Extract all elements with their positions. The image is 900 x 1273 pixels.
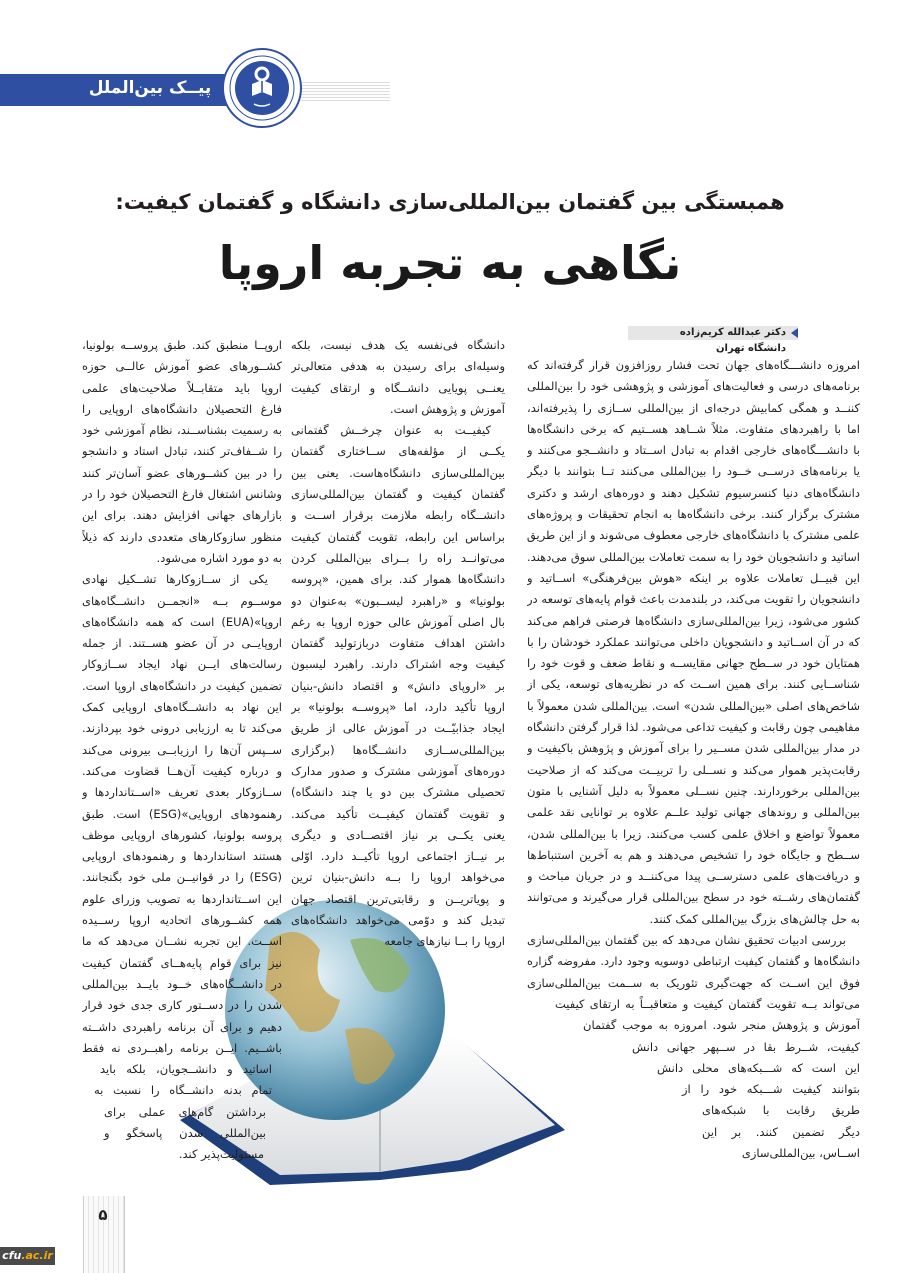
text-line: علمی مشترک با دانشگاه‌های خارجی معطوف می‌شوند و از این طریق (527, 528, 860, 543)
text-line: مفاهیمی چون رقابت و کیفیت تداعی می‌شود. لذا قرار گرفتن دانشگاه (527, 720, 860, 735)
text-line: دانشــگاه رابطه ملازمت برقرار اســت و (291, 508, 505, 523)
text-line: مشترک برگزار کنند. برخی دانشگاه‌ها به انجام تحقیقات و پروژه‌های (527, 507, 860, 522)
text-line: فارغ التحصیلان دانشگاه‌های اروپایی را (82, 401, 282, 416)
text-line: شناســایی کنند. برای همین اســت که در نظریه‌های توسعه، یکی از (527, 677, 860, 692)
text-line: معمولاً تواضع و اخلاق علمی کسب می‌کنند. زیرا با بین‌المللی شدن، (527, 826, 860, 841)
text-line: یکی از ســازوکارها تشــکیل نهادی (82, 572, 268, 587)
text-line: می‌توانــد راه را بــرای بین‌المللی کردن (291, 550, 505, 565)
text-line: اساتید و دانشــجویان، بلکه باید (100, 1062, 272, 1077)
text-line: دانشگاه فی‌نفسه یک هدف نیست، بلکه (291, 338, 505, 352)
text-line: و دریافت‌های علمی دسترســی پیدا می‌کننــد و در جریان مباحث و (527, 869, 860, 884)
text-line: وسیله‌ای برای رسیدن به هدفی متعالی‌تر (291, 359, 505, 374)
text-line: به دو مورد اشاره می‌شود. (156, 550, 282, 565)
text-line: را در بین کشــورهای عضو آسان‌تر کنند (82, 465, 282, 480)
site-badge-accent: .ac.ir (21, 1249, 53, 1262)
text-line: همتایان خود در ســطح جهانی مقایســه و نقاط ضعف و قوت خود را (527, 656, 860, 671)
text-line: اســت. این تجربه نشــان می‌دهد که ما (82, 934, 282, 949)
text-line: که در آن اســاتید و دانشجویان داخلی می‌توانند عملکرد خودشان را با (527, 634, 860, 649)
text-line: کیفیــت به عنوان چرخــش گفتمانی (291, 423, 491, 438)
text-line: یا برنامه‌های درســی خــود را بین‌المللی می‌کنند تــا بتوانند با دیگر (527, 464, 860, 479)
text-line: بولونیا» و «راهبرد لیســبون» به‌عنوان دو (291, 593, 505, 608)
text-line: اروپا تأکید دارد، اما «پروســه بولونیا» بر (291, 700, 505, 715)
text-line: بررسی ادبیات تحقیق نشان می‌دهد که بین گفتمان بین‌المللی‌سازی (527, 933, 846, 948)
text-line: براساس این رابطه، تقویت گفتمان کیفیت (291, 529, 505, 544)
triangle-marker-icon (791, 328, 798, 338)
text-line: گفتمان کیفیت و گفتمان بین‌المللی‌سازی (291, 487, 505, 502)
text-line: طریق رقابت با شبکه‌های (702, 1103, 860, 1118)
text-line: می‌خواهد اروپا را بــه دانش-بنیان ترین (291, 870, 505, 885)
text-line: بتوانند کیفیت شـــبکه خود را از (682, 1082, 860, 1097)
text-line: در دانشــگاه‌های خــود بایــد بین‌المللی (82, 976, 282, 991)
text-line: منظور سازوکارهای متعددی دارند که ذیلاً (82, 529, 282, 544)
text-line: کننــد و همگی کمابیش درجه‌ای از بین‌المللی ســازی را پذیرفته‌اند، (527, 400, 860, 415)
text-line: بین‌المللی‌ســازی دانشــگاه‌ها (برگزاری (291, 742, 505, 757)
text-line: اروپا باید متقابــلاً صلاحیت‌های علمی (82, 380, 282, 395)
text-line: این قبیــل تعاملات علاوه بر اینکه «هوش بین‌فرهنگی» اســاتید و (527, 570, 860, 585)
author-affiliation: دانشگاه تهران (716, 343, 786, 354)
text-line: را شــفاف‌تر کنند، تبادل استاد و دانشجو (82, 444, 282, 459)
text-line: در مدار بین‌المللی شدن مســیر را برای آموزش و پژوهش باکیفیت و (527, 741, 860, 756)
text-line: دانشجویان را تقویت می‌کند، در بلندمدت باعث قوام پایه‌های توسعه در (527, 592, 860, 607)
text-line: این نهاد به دانشــگاه‌های اروپایی کمک (82, 700, 282, 715)
text-line: تضمین کیفیت در دانشگاه‌های اروپا است. (82, 678, 282, 693)
text-line: آموزش و پژوهش منجر شود. امروزه به موجب گفتمان (583, 1018, 860, 1033)
text-line: دوره‌های آموزشی مشترک و صدور مدارک (291, 763, 505, 778)
article-column-left (82, 335, 282, 1166)
text-line: تبدیل کند و دوّمی می‌خواهد دانشگاه‌های (291, 913, 505, 928)
text-line: امروزه دانشـــگاه‌های جهان تحت فشار روزافزون قرار گرفته‌اند که (527, 358, 860, 372)
text-line: یعنــی پویایی دانشــگاه و ارتقای کیفیت (291, 380, 505, 395)
site-badge (0, 1247, 55, 1265)
page-number: ۵ (98, 1206, 108, 1224)
byline (628, 326, 798, 340)
text-line: ســازوکار بعدی تعریف «اســتانداردها و (82, 785, 282, 800)
text-line: این است که شـــبکه‌های محلی دانش (657, 1060, 860, 1075)
text-line: اروپــا منطبق کند. طبق پروســه بولونیا، (82, 338, 282, 352)
text-line: این اســتانداردها به تصویب وزرای علوم (82, 891, 282, 906)
text-line: اروپا را بــا نیازهای جامعه (384, 934, 505, 949)
text-line: دانشگاه‌ها هموار کند. برای همین، «پروسه (291, 572, 505, 587)
text-line: شدن را در دســتور کاری جدی خود قرار (82, 998, 282, 1013)
text-line: اساتید و دانشجویان خود را به سمت تعاملات بین‌المللی سوق می‌دهند. (527, 549, 860, 564)
text-line: رهنمودهای اروپایی»(ESG) است. طبق (82, 806, 282, 821)
text-line: تحصیلی مشترک بین دو یا چند دانشگاه) (291, 785, 505, 800)
site-badge-main: cfu (2, 1249, 22, 1262)
text-line: دیگر تضمین کنند. بر این (702, 1124, 860, 1139)
text-line: می‌تواند بــه تقویت گفتمان کیفیت و متعاقبــاً به ارتقای کیفیت (555, 996, 860, 1011)
text-line: بین‌المللی شدن پاسخگو و (104, 1125, 266, 1140)
text-line: دانشگاه‌ها و گفتمان کیفیت ارتباطی دوسویه وجود دارد. مفروضه گزاره (527, 955, 860, 969)
text-line: بال اصلی آموزش عالی حوزه اروپا به رغم (291, 614, 505, 629)
text-line: دهیم و برای آن برنامه راهبردی داشــته (82, 1019, 282, 1034)
text-line: باشــیم. ایــن برنامه راهبــردی نه فقط (82, 1040, 282, 1055)
text-line: بازارهای جهانی افزایش دهند. برای این (82, 508, 282, 523)
text-line: اســاس، بین‌المللی‌سازی (741, 1145, 860, 1160)
university-logo (222, 48, 302, 128)
text-line: نیز برای قوام پایه‌هــای گفتمان کیفیت (82, 955, 282, 970)
text-line: کشــورهای عضو آموزش عالــی حوزه (82, 359, 282, 374)
text-line: بر «اروپای دانش» و اقتصاد دانش-بنیان (291, 678, 505, 693)
text-line: اما با راهبردهای متفاوت. مثلاً شــاهد هســتیم که برخی دانشگاه‌ها (527, 421, 860, 436)
text-line: یعنی یکــی بر نیاز اقتصــادی و دیگری (291, 827, 505, 842)
text-line: برداشتن گام‌های عملی برای (104, 1104, 266, 1119)
text-line: بر نیــاز اجتماعی اروپا تأکیــد دارد. اوّلی (291, 849, 505, 864)
text-line: اروپا»(EUA) است که همه دانشگاه‌های (82, 614, 282, 629)
text-line: تمام بدنه دانشــگاه را نسبت به (94, 1083, 272, 1098)
text-line: با دانشـــگاه‌های خارجی اقدام به تبادل اســتاد و دانشــجو می‌کنند و (527, 443, 860, 458)
article-title: نگاهی به تجربه اروپا (218, 236, 682, 290)
text-line: رسالت‌های ایــن نهاد ایجاد ســازوکار (82, 657, 282, 672)
text-line: همه کشــورهای اتحادیه اروپا رســیده (82, 913, 282, 928)
text-line: (ESG) را در قوانیــن ملی خود بگنجانند. (82, 870, 282, 885)
text-line: و تقویت گفتمان کیفیــت تأکید می‌کند. (291, 806, 505, 821)
text-line: هستند استانداردها و رهنمودهای اروپایی (82, 849, 282, 864)
text-line: کشور می‌شود، زیرا بین‌المللی‌سازی دانشگاه‌ها فرصتی فراهم می‌کند (527, 613, 860, 628)
text-line: بین‌المللی و روندهای جهانی تولید علــم علاوه بر توانایی نقد علمی (527, 805, 860, 820)
text-line: اروپایــی در آن عضو هســتند. از جمله (82, 636, 282, 651)
text-line: بین‌المللی برخوردارند. چنین نســلی معمولاً به دلیل آشنایی با متون (527, 783, 860, 798)
article-kicker: همبستگی بین گفتمان بین‌المللی‌سازی دانشگاه و گفتمان کیفیت: (115, 190, 785, 214)
text-line: ســطح و جایگاه خود را تشخیص می‌دهند و هم به آخرین استنباط‌ها (527, 847, 860, 862)
text-line: و درباره کیفیت آن‌هــا قضاوت می‌کند. (82, 763, 282, 778)
text-line: یکــی از مؤلفه‌های ســاختاری گفتمان (291, 444, 505, 459)
text-line: کیفیت وجه اشتراک دارند. راهبرد لیسبون (291, 657, 505, 672)
text-line: موســوم بــه «انجمــن دانشــگاه‌های (82, 593, 282, 608)
text-line: و پویاتریــن و رقابتی‌ترین اقتصاد جهان (291, 891, 505, 906)
text-line: داشتن اهداف متفاوت دربازتولید گفتمان (291, 636, 505, 651)
decorative-rules (300, 80, 390, 102)
text-line: پروسه بولونیا، کشورهای اروپایی موظف (82, 827, 282, 842)
section-title: پیــک بین‌الملل (88, 78, 212, 98)
text-line: برنامه‌های درسی و فعالیت‌های آموزشی و پژوهشی خود را بین‌المللی (527, 379, 860, 394)
text-line: کیفیت، شــرط بقا در ســپهر جهانی دانش (632, 1039, 860, 1054)
text-line: وشانس اشتغال فارغ التحصیلان خود را در (82, 487, 282, 502)
text-line: به رسمیت بشناســند، نظام آموزشی خود (82, 423, 282, 438)
text-line: آموزش و پژوهش است. (389, 401, 505, 416)
text-line: ســپس آن‌ها را ارزیابــی بیرونی می‌کند (82, 742, 282, 757)
text-line: فوق این اســت که جهت‌گیری تئوریک به ســمت بین‌المللی‌سازی (527, 975, 860, 990)
text-line: گفتمان‌های رشــته خود در سطح بین‌المللی قرار می‌گیرند و می‌توانند (527, 890, 860, 905)
author-name: دکتر عبدالله کریم‌زاده (679, 327, 786, 338)
text-line: شاخص‌های اصلی «بین‌المللی شدن» است. بین‌المللی شدن معمولاً با (527, 698, 860, 713)
text-line: ایجاد جذابیّــت در آموزش عالی از طریق (291, 721, 505, 736)
text-line: رقابت‌پذیر هموار می‌کند و نســلی را تربیــت می‌کند که از صلاحیت (527, 762, 860, 777)
text-line: می‌کند تا به ارزیابی درونی خود بپردازند. (82, 721, 282, 736)
text-line: دانشگاه‌های دنیا کنسرسیوم تشکیل دهند و دوره‌های ارشد و دکتری (527, 485, 860, 500)
article-column-right (527, 355, 860, 1164)
article-column-middle (291, 335, 505, 953)
text-line: مسئولیت‌پذیر کند. (178, 1147, 264, 1162)
text-line: بین‌المللی‌سازی دانشگاه‌هاست. یعنی بین (291, 465, 505, 480)
text-line: به حل چالش‌های بزرگ بین‌المللی کمک کنند. (649, 911, 860, 926)
